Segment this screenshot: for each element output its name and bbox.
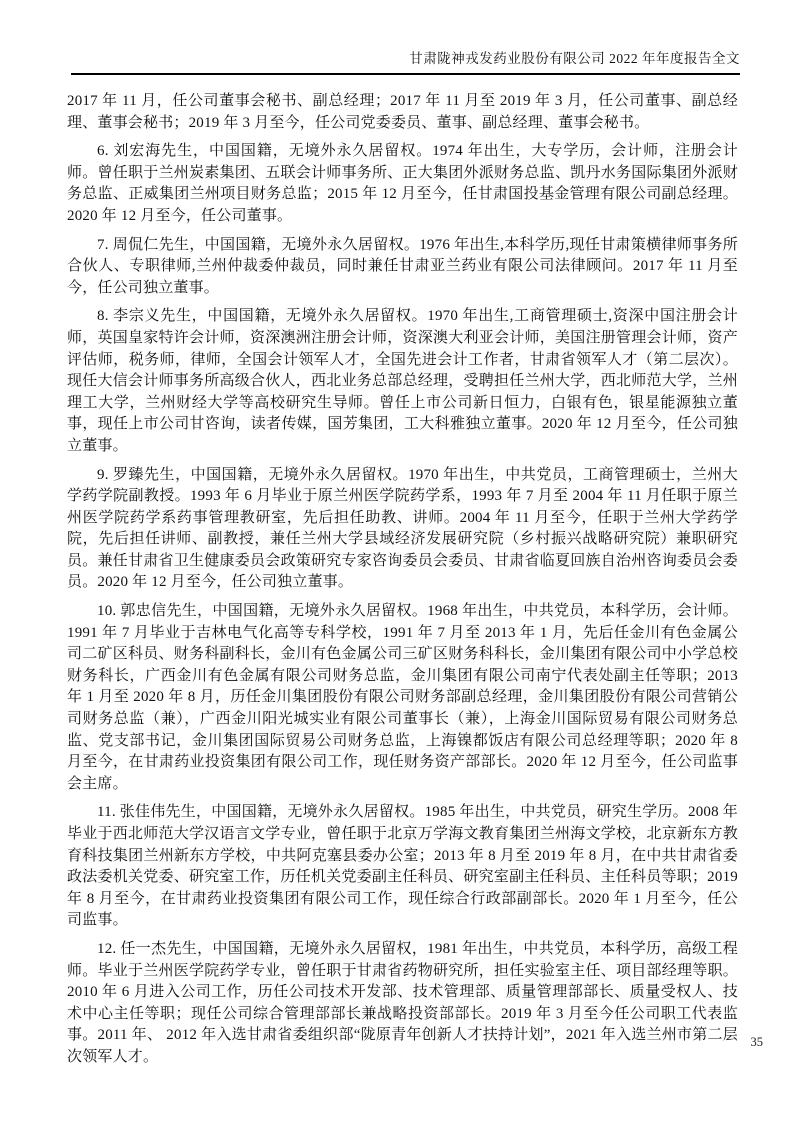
paragraph-bio-9: 9. 罗臻先生，中国国籍，无境外永久居留权。1970 年出生，中共党员，工商管理硕士，兰州大学药学院副教授。1993 年 6 月毕业于原兰州医学院药学系，1993 年 7 月至 2004 年 11 月任职于原兰州医学院药学系药事管理教研室，先后担任助教、讲师。2004 年 11 月至今，任职于兰州大学药学院，先后担任讲师、副教授，兼任兰州大学县域经济发展研究院（乡村振兴战略研究院）兼职研究员。兼任甘肃省卫生健康委员会政策研究专家咨询委员会委员、甘肃省临夏回族自治州咨询委员会委员。2020 年 12 月至今，任公司独立董事。 — [67, 466, 738, 591]
paragraph-bio-7: 7. 周侃仁先生，中国国籍，无境外永久居留权。1976 年出生,本科学历,现任甘肃策横律师事务所合伙人、专职律师,兰州仲裁委仲裁员，同时兼任甘肃亚兰药业有限公司法律顾问。2017 年 11 月至今，任公司独立董事。 — [67, 236, 738, 296]
paragraph-bio-11: 11. 张佳伟先生，中国国籍，无境外永久居留权。1985 年出生，中共党员，研究生学历。2008 年毕业于西北师范大学汉语言文学专业，曾任职于北京万学海文教育集团兰州海文学校，北京新东方教育科技集团兰州新东方学校，中共阿克塞县委办公室；2013 年 8 月至 2019 年 8 月，在中共甘肃省委政法委机关党委、研究室工作，历任机关党委副主任科员、研究室副主任科员、主任科员等职；2019 年 8 月至今，在甘肃药业投资集团有限公司工作，现任综合行政部副部长。2020 年 1 月至今，任公司监事。 — [67, 804, 738, 929]
page-footer — [751, 1035, 764, 1050]
paragraph-bio-10: 10. 郭忠信先生，中国国籍，无境外永久居留权。1968 年出生，中共党员，本科学历，会计师。1991 年 7 月毕业于吉林电气化高等专科学校，1991 年 7 月至 2013 年 1 月，先后任金川有色金属公司二矿区科员、财务科副科长，金川有色金属公司三矿区财务科科长，金川集团有限公司中小学总校财务科长，广西金川有色金属有限公司财务总监，金川集团有限公司南宁代表处副主任等职；2013 年 1 月至 2020 年 8 月，历任金川集团股份有限公司财务部副总经理，金川集团股份有限公司营销公司财务总监（兼），广西金川阳光城实业有限公司董事长（兼），上海金川国际贸易有限公司财务总监、党支部书记，金川集团国际贸易公司财务总监，上海镍都饭店有限公司总经理等职；2020 年 8 月至今，在甘肃药业投资集团有限公司工作，现任财务资产部部长。2020 年 12 月至今，任公司监事会主席。 — [67, 603, 738, 792]
paragraph-bio-6: 6. 刘宏海先生，中国国籍，无境外永久居留权。1974 年出生，大专学历，会计师，注册会计师。曾任职于兰州炭素集团、五联会计师事务所、正大集团外派财务总监、凯丹水务国际集团外派财务总监、正威集团兰州项目财务总监；2015 年 12 月至今，任甘肃国投基金管理有限公司副总经理。2020 年 12 月至今，任公司董事。 — [67, 143, 738, 224]
paragraph-bio-12: 12. 任一杰先生，中国国籍，无境外永久居留权，1981 年出生，中共党员，本科学历，高级工程师。毕业于兰州医学院药学专业，曾任职于甘肃省药物研究所，担任实验室主任、项目部经理等职。2010 年 6 月进入公司工作，历任公司技术开发部、技术管理部、质量管理部部长、质量受权人、技术中心主任等职；现任公司综合管理部部长兼战略投资部部长。2019 年 3 月至今任公司职工代表监事。2011 年、 2012 年入选甘肃省委组织部“陇原青年创新人才扶持计划”，2021 年入选兰州市第二层次领军人才。 — [67, 940, 738, 1065]
paragraph-bio-8: 8. 李宗义先生，中国国籍，无境外永久居留权。1970 年出生,工商管理硕士,资深中国注册会计师，英国皇家特许会计师，资深澳洲注册会计师，资深澳大利亚会计师，美国注册管理会计师，资产评估师，税务师，律师，全国会计领军人才，全国先进会计工作者，甘肃省领军人才（第二层次）。现任大信会计师事务所高级合伙人，西北业务总部总经理，受聘担任兰州大学，西北师范大学，兰州理工大学，兰州财经大学等高校研究生导师。曾任上市公司新日恒力，白银有色，银星能源独立董事，现任上市公司甘咨询，读者传媒，国芳集团，工大科雅独立董事。2020 年 12 月至今，任公司独立董事。 — [67, 308, 738, 454]
header-title: 甘肃陇神戎发药业股份有限公司 2022 年年度报告全文 — [409, 51, 740, 66]
paragraph-continuation: 2017 年 11 月，任公司董事会秘书、副总经理；2017 年 11 月至 2019 年 3 月，任公司董事、副总经理、董事会秘书；2019 年 3 月至今，任公司党委委员、董事、副总经理、董事会秘书。 — [67, 93, 738, 131]
page-number: 35 — [750, 1035, 763, 1049]
page-header — [71, 50, 740, 75]
document-body — [67, 91, 738, 1069]
